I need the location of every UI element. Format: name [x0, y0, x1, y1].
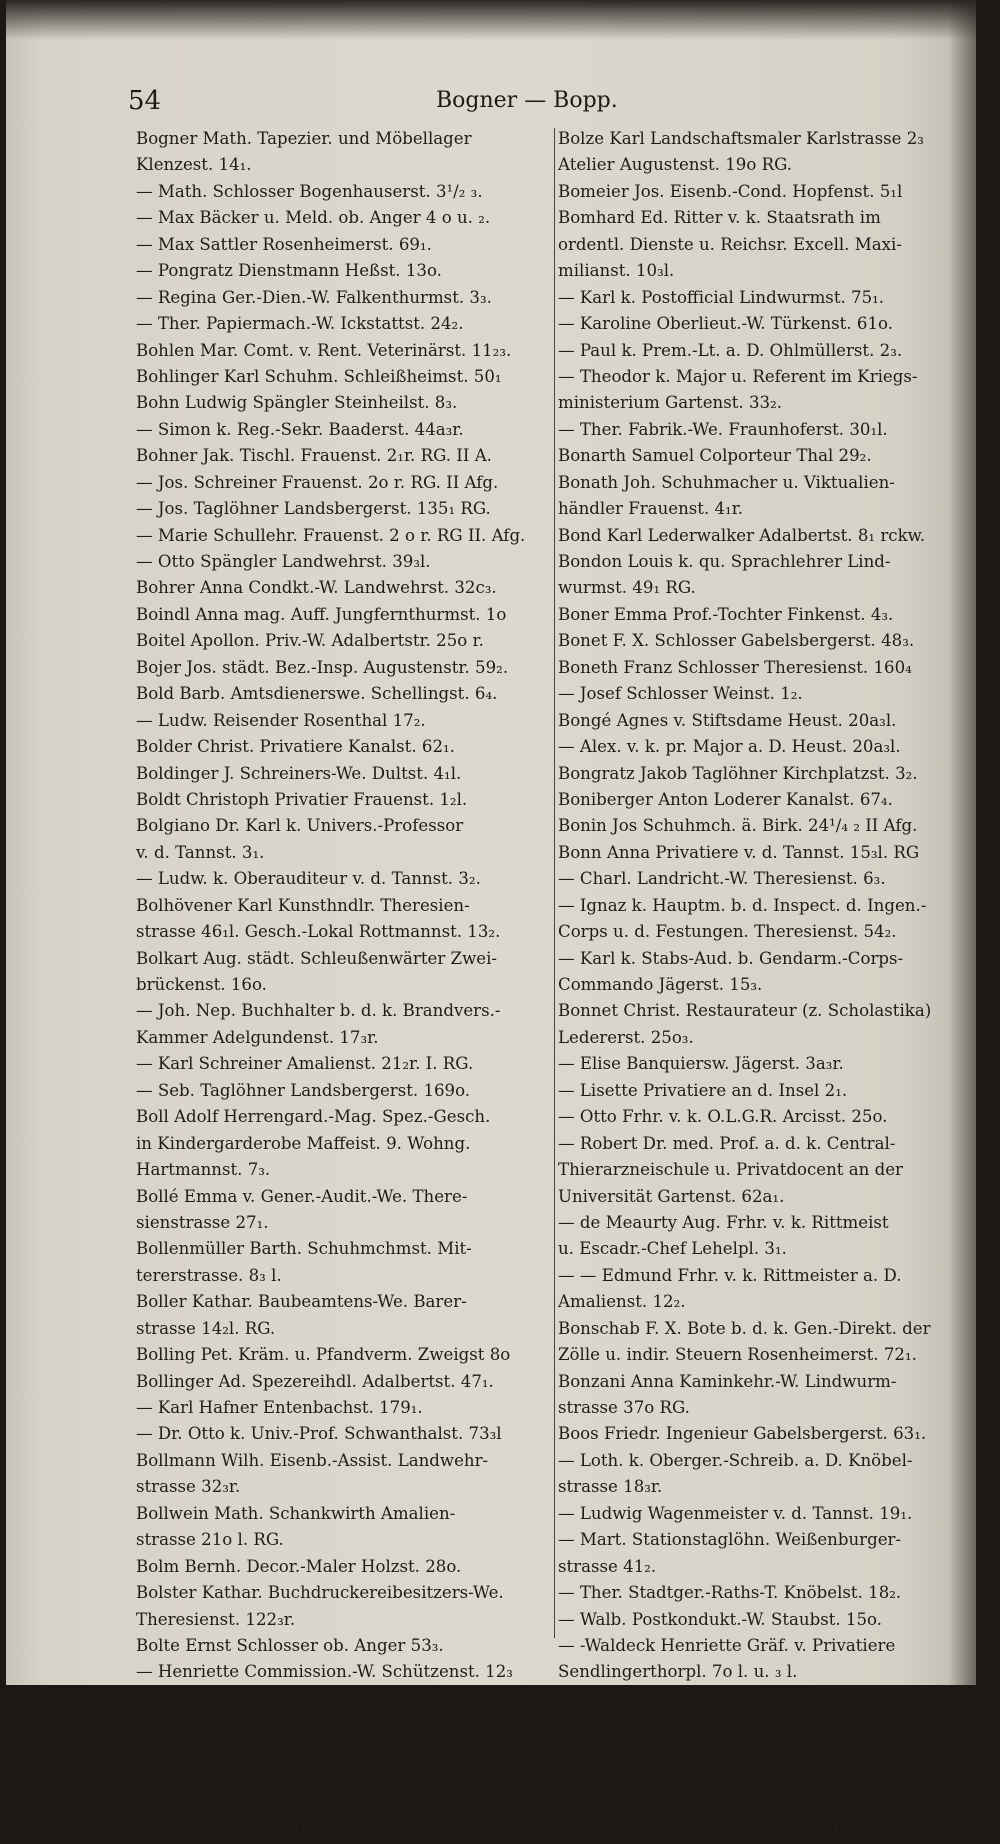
directory-entry-line: Zölle u. indir. Steuern Rosenheimerst. 72₁.	[558, 1345, 917, 1365]
directory-entry-line: strasse 37o RG.	[558, 1398, 690, 1417]
directory-entry-line: Bootz Christ. Schreiner Schellingst. 123₁.	[558, 1688, 910, 1708]
directory-entry-line: — Karoline Oberlieut.-W. Türkenst. 61o.	[558, 314, 893, 334]
directory-entry-line: Boindl Anna mag. Auff. Jungfernthurmst. 1o	[136, 604, 507, 624]
directory-entry-line: Bonet F. X. Schlosser Gabelsbergerst. 48₃.	[558, 631, 915, 651]
directory-entry-line: Bonarth Samuel Colporteur Thal 29₂.	[558, 446, 872, 466]
directory-entry-line: Bohn Ludwig Spängler Steinheilst. 8₃.	[136, 393, 458, 413]
directory-entry-line: Bollenmüller Barth. Schuhmchmst. Mit-	[136, 1239, 472, 1259]
directory-entry-line: Bolkart Aug. städt. Schleußenwärter Zwei-	[136, 948, 498, 968]
directory-entry-line: — Otto Frhr. v. k. O.L.G.R. Arcisst. 25o.	[558, 1107, 888, 1127]
directory-entry-line: — Seb. Taglöhner Landsbergerst. 169o.	[136, 1080, 471, 1100]
directory-entry-line: — Aug. Instrumentenmach. Plätzchen 4₃.	[558, 1794, 905, 1814]
directory-entry-line: — Theodor k. Major u. Referent im Kriegs-	[558, 366, 918, 386]
directory-entry-line: wurmst. 49₁ RG.	[558, 578, 696, 598]
directory-entry-line: Ledererst. 25o₃.	[558, 1027, 694, 1047]
directory-entry-line: Bonin Jos Schuhmch. ä. Birk. 24¹/₄ ₂ II Afg.	[558, 816, 918, 836]
directory-entry-line: Klenzest. 14₁.	[136, 155, 252, 175]
directory-entry-line: Amalienst. 12₂.	[558, 1292, 686, 1312]
directory-entry-line: — Otto Spängler Landwehrst. 39₃l.	[136, 552, 431, 571]
directory-entry-line: Bolder Christ. Privatiere Kanalst. 62₁.	[136, 737, 455, 757]
directory-entry-line: — Erich k. Secondlient. Karlst. 39₃l.	[136, 1768, 439, 1788]
directory-entry-line: — Karl Schreiner Amalienst. 21₂r. I. RG.	[136, 1054, 474, 1074]
column-divider	[554, 128, 555, 1638]
directory-entry-line: Josefspitalst. 2₂.	[558, 1768, 694, 1788]
directory-entry-line: tererstrasse. 8₃ l.	[136, 1265, 282, 1285]
directory-entry-line: händler Frauenst. 4₁r.	[558, 499, 744, 519]
directory-entry-line: strasse 18₃r.	[558, 1477, 663, 1497]
directory-entry-line: Boll Adolf Herrengard.-Mag. Spez.-Gesch.	[136, 1107, 491, 1127]
directory-entry-line: Bonath Joh. Schuhmacher u. Viktualien-	[558, 472, 895, 492]
directory-entry-line: strasse 21o l. RG.	[136, 1530, 284, 1550]
directory-entry-line: — Robert Dr. med. Prof. a. d. k. Central-	[558, 1133, 896, 1153]
directory-entry-line: ordentl. Dienste u. Reichsr. Excell. Maxi-	[558, 234, 902, 254]
directory-entry-line: — Ludw. k. Oberauditeur v. d. Tannst. 3₂.	[136, 869, 481, 889]
page-number: 54	[128, 86, 162, 116]
directory-entry-line: — Leonh. k. Zeughauptm. a. D. Schellingst 55	[558, 1715, 945, 1735]
directory-entry-line: Commando Jägerst. 15₃.	[558, 975, 763, 994]
directory-entry-line: — Paul k. Prem.-Lt. a. D. Ohlmüllerst. 2₃.	[558, 340, 903, 360]
directory-entry-line: — Marie Schullehr. Frauenst. 2 o r. RG II. Afg.	[136, 525, 526, 545]
directory-entry-line: strasse 14₂l. RG.	[136, 1318, 276, 1338]
directory-entry-line: — Charl. Landricht.-W. Theresienst. 6₃.	[558, 869, 886, 889]
directory-entry-line: Universität Gartenst. 62a₁.	[558, 1186, 785, 1206]
directory-entry-line: Boldinger J. Schreiners-We. Dultst. 4₁l.	[136, 763, 462, 783]
directory-entry-line: strasse 46₁l. Gesch.-Lokal Rottmannst. 13₂.	[136, 922, 501, 942]
directory-entry-line: — Ther. Fabrik.-We. Fraunhoferst. 30₁l.	[558, 419, 888, 439]
directory-entry-line: Bomeier Jos. Eisenb.-Cond. Hopfenst. 5₁l	[558, 181, 903, 201]
directory-entry-line: Bongratz Jakob Taglöhner Kirchplatzst. 3₂.	[558, 763, 918, 783]
directory-entry-line: v. d. Tannst. 3₁.	[136, 842, 265, 862]
directory-entry-line: — Ignaz k. Hauptm. b. d. Inspect. d. Ingen.-	[558, 895, 927, 915]
directory-entry-line: Bonzani Anna Kaminkehr.-W. Lindwurm-	[558, 1371, 897, 1391]
directory-entry-line: Boneth Franz Schlosser Theresienst. 160₄	[558, 657, 912, 677]
directory-entry-line: Bohlen Mar. Comt. v. Rent. Veterinärst. 11₂₃.	[136, 340, 512, 360]
directory-entry-line: — Loth. k. Oberger.-Schreib. a. D. Knöbel-	[558, 1450, 913, 1470]
directory-entry-line: Thierarzneischule u. Privatdocent an der	[558, 1160, 903, 1180]
directory-entry-line: — Henriette Commission.-W. Schützenst. 12₃	[136, 1662, 513, 1682]
directory-entry-line: Bojer Jos. städt. Bez.-Insp. Augustenstr. 59₂.	[136, 657, 509, 677]
directory-entry-line: hazykeller Altenhofst. 3₂.	[136, 1715, 348, 1735]
directory-entry-line: Boller Kathar. Baubeamtens-We. Barer-	[136, 1292, 467, 1312]
book-page	[6, 0, 976, 1840]
directory-entry-line: Bondon Louis k. qu. Sprachlehrer Lind-	[558, 552, 891, 571]
directory-entry-line: — Ed. Gen.-Dir.-Funct. Sonnenst. 7₁r.	[136, 1741, 449, 1761]
directory-entry-line: Bollmann Wilh. Eisenb.-Assist. Landwehr-	[136, 1450, 489, 1470]
directory-entry-line: — Josef Schlosser Weinst. 1₂.	[558, 684, 803, 704]
directory-entry-line: Theresienst. 122₃r.	[136, 1609, 296, 1629]
directory-entry-line: Bolhövener Karl Kunsthndlr. Theresien-	[136, 895, 470, 915]
directory-entry-line: sienstrasse 27₁.	[136, 1212, 269, 1232]
directory-entry-line: Bohlinger Karl Schuhm. Schleißheimst. 50₁	[136, 366, 502, 386]
directory-entry-line: — Joh. Nep. Buchhalter b. d. k. Brandvers.-	[136, 1001, 501, 1021]
directory-entry-line: Bollinger Ad. Spezereihdl. Adalbertst. 47₁.	[136, 1371, 494, 1391]
directory-entry-line: Bogner Math. Tapezier. und Möbellager	[136, 129, 472, 148]
directory-entry-line: Bonschab F. X. Bote b. d. k. Gen.-Direkt. der	[558, 1318, 931, 1338]
directory-entry-line: Bongé Agnes v. Stiftsdame Heust. 20a₃l.	[558, 710, 897, 730]
directory-entry-line: — Ther. Papiermach.-W. Ickstattst. 24₂.	[136, 314, 464, 334]
directory-entry-line: — Jos. Schreiner Frauenst. 2o r. RG. II Afg.	[136, 472, 499, 492]
directory-entry-line: — Regina Ger.-Dien.-W. Falkenthurmst. 3₃.	[136, 287, 492, 307]
directory-entry-line: strasse 41₂.	[558, 1556, 657, 1576]
directory-entry-line: — Pongratz Dienstmann Heßst. 13o.	[136, 261, 442, 281]
directory-entry-line: u. Escadr.-Chef Lehelpl. 3₁.	[558, 1239, 787, 1259]
directory-entry-line: — Heinrich Eisendreher Jahnst. 11o.	[558, 1821, 867, 1840]
left-column	[136, 126, 551, 1844]
directory-entry-line: — Heinrich k. Forstmeister a. D. Karlst. 39₂l.	[136, 1821, 514, 1840]
directory-entry-line: — Karl k. Postofficial Lindwurmst. 75₁.	[558, 287, 885, 307]
directory-entry-line: — Jos. Taglöhner Landsbergerst. 135₁ RG.	[136, 499, 491, 519]
directory-entry-line: Bollwein Math. Schankwirth Amalien-	[136, 1503, 456, 1523]
directory-entry-line: Bond Karl Lederwalker Adalbertst. 8₁ rckw.	[558, 525, 926, 545]
directory-entry-line: Bolling Pet. Kräm. u. Pfandverm. Zweigst 8o	[136, 1345, 511, 1365]
running-head: Bogner — Bopp.	[436, 88, 618, 113]
directory-entry-line: Bolze Karl Landschaftsmaler Karlstrasse 2₃	[558, 129, 924, 148]
directory-entry-line: Boos Friedr. Ingenieur Gabelsbergerst. 63₁.	[558, 1424, 927, 1444]
directory-entry-line: Hartmannst. 7₃.	[136, 1160, 271, 1180]
directory-entry-line: strasse 32₃r.	[136, 1477, 241, 1497]
directory-entry-line: Atelier Augustenst. 19o RG.	[558, 155, 793, 175]
directory-entry-line: in Kindergarderobe Maffeist. 9. Wohng.	[136, 1133, 471, 1153]
directory-entry-line: Bolm Bernh. Decor.-Maler Holzst. 28o.	[136, 1556, 462, 1576]
directory-entry-line: Bold Barb. Amtsdienerswe. Schellingst. 6₄.	[136, 684, 498, 704]
directory-entry-line: — Simon k. Reg.-Sekr. Baaderst. 44a₃r.	[136, 419, 464, 439]
directory-entry-line: Bonnet Christ. Restaurateur (z. Scholastika)	[558, 1001, 932, 1021]
directory-entry-line: Boniberger Anton Loderer Kanalst. 67₄.	[558, 789, 893, 809]
directory-entry-line: Sendlingerthorpl. 7o l. u. ₃ l.	[558, 1662, 798, 1682]
directory-entry-line: — Ther. Stadtger.-Raths-T. Knöbelst. 18₂.	[558, 1583, 902, 1603]
directory-entry-line: Corps u. d. Festungen. Theresienst. 54₂.	[558, 922, 897, 942]
directory-entry-line: — Karl k. Stabs-Aud. b. Gendarm.-Corps-	[558, 948, 904, 968]
directory-entry-line: Boldt Christoph Privatier Frauenst. 1₂l.	[136, 789, 468, 809]
directory-entry-line: — Franz Gärtner Theresienst. 75₃.	[136, 1794, 426, 1814]
directory-entry-line: — Mart. Stationstaglöhn. Weißenburger-	[558, 1530, 902, 1550]
directory-entry-line: — Max Bäcker u. Meld. ob. Anger 4 o u. ₂.	[136, 208, 491, 228]
right-column	[558, 126, 970, 1844]
directory-entry-line: — Karl Hafner Entenbachst. 179₁.	[136, 1398, 423, 1417]
directory-entry-line: Bolster Kathar. Buchdruckereibesitzers-We.	[136, 1583, 504, 1603]
directory-entry-line: milianst. 10₃l.	[558, 261, 675, 281]
directory-entry-line: — Ludw. Reisender Rosenthal 17₂.	[136, 710, 426, 730]
directory-entry-line: ministerium Gartenst. 33₂.	[558, 393, 783, 413]
directory-entry-line: — — Edmund Frhr. v. k. Rittmeister a. D.	[558, 1265, 902, 1285]
directory-entry-line: — Math. Schlosser Bogenhauserst. 3¹/₂ ₃.	[136, 181, 483, 201]
directory-entry-line: Kammer Adelgundenst. 17₃r.	[136, 1027, 379, 1047]
directory-entry-line: — Dr. Otto k. Univ.-Prof. Schwanthalst. 73₃l	[136, 1424, 502, 1444]
directory-entry-line: Bollé Emma v. Gener.-Audit.-We. There-	[136, 1186, 468, 1206]
directory-entry-line: — Elise Banquiersw. Jägerst. 3a₃r.	[558, 1054, 844, 1074]
directory-entry-line: Bolte Ernst Schlosser ob. Anger 53₃.	[136, 1635, 444, 1655]
directory-entry-line: Bohner Jak. Tischl. Frauenst. 2₁r. RG. II A.	[136, 446, 492, 466]
directory-entry-line: — -Waldeck Henriette Gräf. v. Privatiere	[558, 1635, 896, 1655]
directory-entry-line: — de Meaurty Aug. Frhr. v. k. Rittmeist	[558, 1212, 889, 1232]
directory-entry-line: Bolgiano Dr. Karl k. Univers.-Professor	[136, 816, 464, 836]
directory-entry-line: Bohrer Anna Condkt.-W. Landwehrst. 32c₃.	[136, 578, 497, 598]
directory-entry-line: — Max Sattler Rosenheimerst. 69₁.	[136, 234, 432, 254]
directory-entry-line: Boitel Apollon. Priv.-W. Adalbertstr. 25o r.	[136, 631, 484, 651]
directory-entry-line: — Alex. v. k. pr. Major a. D. Heust. 20a₃l.	[558, 737, 901, 757]
directory-entry-line: — Ludwig Wagenmeister v. d. Tannst. 19₁.	[558, 1503, 913, 1523]
directory-entry-line: Bomhard Ed. Ritter v. k. Staatsrath im	[558, 208, 881, 228]
directory-entry-line: — Walb. Postkondukt.-W. Staubst. 15o.	[558, 1609, 883, 1629]
directory-entry-line: Bolz Cresz. vorm. Weinhndl.-We. z. Ester-	[136, 1688, 485, 1708]
directory-entry-line: — Lisette Privatiere an d. Insel 2₁.	[558, 1080, 848, 1100]
directory-entry-line: Bopp Anton chirurg. Instrumentenmacher	[558, 1741, 913, 1761]
directory-entry-line: Bonn Anna Privatiere v. d. Tannst. 15₃l. RG	[558, 842, 920, 862]
directory-entry-line: Boner Emma Prof.-Tochter Finkenst. 4₃.	[558, 604, 894, 624]
directory-entry-line: brückenst. 16o.	[136, 975, 267, 994]
